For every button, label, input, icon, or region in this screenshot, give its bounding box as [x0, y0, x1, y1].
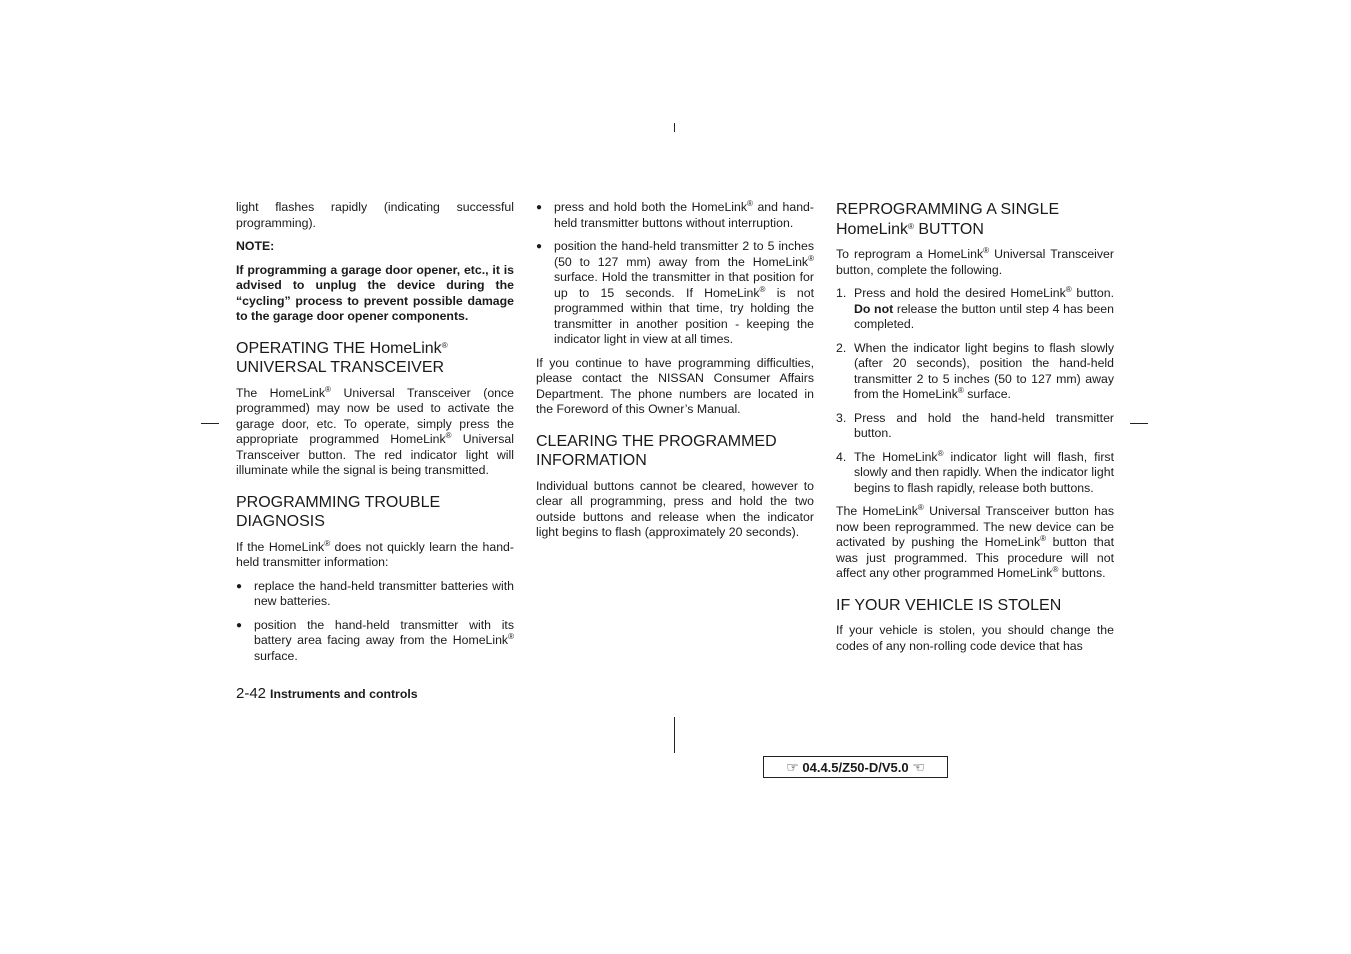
step-item: 3. Press and hold the hand-held transmitter button.	[836, 410, 1114, 440]
fold-mark-bottom	[674, 717, 675, 753]
column-middle	[536, 200, 814, 549]
column-right	[836, 200, 1114, 662]
paragraph-trouble: If the HomeLink® does not quickly learn the hand-held transmitter information:	[236, 538, 514, 569]
step-item: 1. Press and hold the desired HomeLink® button. Do not release the button until step 4 has been completed.	[836, 285, 1114, 331]
paragraph-reprogrammed: The HomeLink® Universal Transceiver button has now been reprogrammed. The new device can be activated by pushing the HomeLink® button that was just programmed. This procedure will not affect any other programmed HomeLink® buttons.	[836, 503, 1115, 580]
bullet-item: ● replace the hand-held transmitter batteries with new batteries.	[236, 579, 514, 610]
section-title: Instruments and controls	[270, 687, 418, 701]
crop-mark-top	[674, 123, 675, 132]
page-number: 2-42	[236, 685, 267, 702]
note-label: NOTE:	[236, 239, 275, 253]
pointing-hand-left-icon: ☜	[912, 759, 925, 775]
heading-operating: OPERATING THE HomeLink® UNIVERSAL TRANSCEIVER	[236, 339, 448, 376]
document-code: 04.4.5/Z50-D/V5.0	[802, 760, 909, 775]
step-item: 2. When the indicator light begins to flash slowly (after 20 seconds), position the hand-held transmitter 2 to 5 inches (50 to 127 mm) away from the HomeLink® surface.	[836, 340, 1114, 401]
bullet-item: ● press and hold both the HomeLink® and hand-held transmitter buttons without interruption.	[536, 200, 814, 231]
paragraph-operating: The HomeLink® Universal Transceiver (once programmed) may now be used to activate the garage door, etc. To operate, simply press the appropriate programmed HomeLink® Universal Transceiver button. The red indicator light will illuminate while the signal is being transmitted.	[236, 384, 514, 477]
page-footer	[236, 685, 418, 703]
paragraph-difficulties: If you continue to have programming difficulties, please contact the NISSAN Consumer Affairs Department. The phone numbers are located in the Foreword of this Owner’s Manual.	[536, 355, 814, 416]
pointing-hand-right-icon: ☞	[786, 759, 799, 775]
bullet-item: ● position the hand-held transmitter with its battery area facing away from the HomeLink® surface.	[236, 618, 514, 665]
document-code-box	[763, 756, 948, 778]
heading-clearing: CLEARING THE PROGRAMMED INFORMATION	[536, 432, 777, 469]
paragraph-reprogram-intro: To reprogram a HomeLink® Universal Transceiver button, complete the following.	[836, 246, 1114, 277]
crop-mark-right	[1130, 423, 1148, 424]
paragraph-continued: light flashes rapidly (indicating successful programming).	[236, 200, 514, 230]
paragraph-clearing: Individual buttons cannot be cleared, however to clear all programming, press and hold the two outside buttons and release when the indicator light begins to flash (approximately 20 seconds).	[536, 478, 814, 539]
step-item: 4. The HomeLink® indicator light will flash, first slowly and then rapidly. When the indicator light begins to flash rapidly, release both buttons.	[836, 448, 1114, 495]
heading-stolen: IF YOUR VEHICLE IS STOLEN	[836, 596, 1062, 614]
paragraph-stolen: If your vehicle is stolen, you should change the codes of any non-rolling code device that has	[836, 623, 1114, 653]
crop-mark-left	[201, 423, 219, 424]
column-left	[236, 200, 514, 672]
heading-trouble-diagnosis: PROGRAMMING TROUBLE DIAGNOSIS	[236, 493, 441, 530]
heading-reprogramming: REPROGRAMMING A SINGLE HomeLink® BUTTON	[836, 201, 1060, 238]
bullet-item: ● position the hand-held transmitter 2 to 5 inches (50 to 127 mm) away from the HomeLink® surface. Hold the transmitter in that position for up to 15 seconds. If HomeLink® is not programmed within that time, try holding the transmitter in another position - keeping the indicator light in view at all times.	[536, 239, 814, 348]
note-text: If programming a garage door opener, etc., it is advised to unplug the device during the “cycling” process to prevent possible damage to the garage door opener components.	[236, 262, 514, 323]
